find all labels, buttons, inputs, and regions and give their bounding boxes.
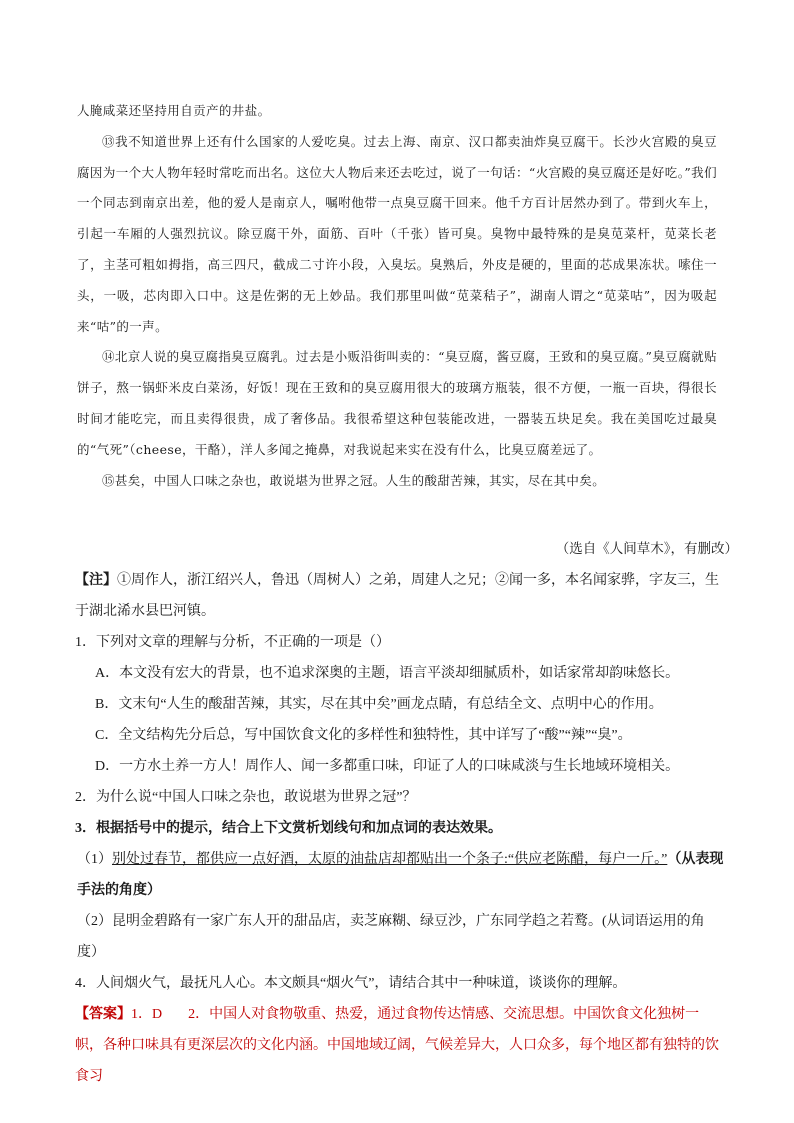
question-1-option-a: A．本文没有宏大的背景，也不追求深奥的主题，语言平淡却细腻质朴，如话家常却韵味悠长。 — [95, 666, 680, 681]
question-3-1-number: （1） — [77, 852, 112, 867]
question-1-stem: 1．下列对文章的理解与分析，不正确的一项是（） — [75, 635, 390, 650]
answer-label: 【答案】 — [75, 1007, 131, 1022]
note-label: 【注】 — [75, 573, 117, 588]
question-3-1 — [75, 844, 725, 906]
answer-1: 1．D — [131, 1007, 163, 1022]
question-3-stem: 3．根据括号中的提示，结合上下文赏析划线句和加点词的表达效果。 — [75, 821, 502, 836]
question-3-1-hint: （从表现手法的角度） — [77, 852, 724, 898]
question-1-option-d: D．一方水土养一方人！周作人、闻一多都重口味，印证了人的口味咸淡与生长地域环境相关。 — [95, 759, 680, 774]
passage-line-top: 人腌咸菜还坚持用自贡产的井盐。 — [77, 103, 271, 118]
paragraph-15: ⑮甚矣，中国人口味之杂也，敢说堪为世界之冠。人生的酸甜苦辣，其实，尽在其中矣。 — [102, 472, 606, 488]
note — [75, 565, 725, 627]
answer-section — [75, 999, 725, 1092]
question-1-option-b: B．文末句“人生的酸甜苦辣，其实，尽在其中矣”画龙点睛，有总结全文、点明中心的作用。 — [95, 697, 663, 712]
note-text: ①周作人，浙江绍兴人，鲁迅（周树人）之弟，周建人之兄；②闻一多，本名闻家骅，字友三，生于湖北浠水县巴河镇。 — [75, 573, 719, 619]
question-3-2: （2）昆明金碧路有一家广东人开的甜品店，卖芝麻糊、绿豆沙，广东同学趋之若鹜。(从词语运用的角度） — [77, 914, 705, 960]
question-1-option-c: C．全文结构先分后总，写中国饮食文化的多样性和独特性，其中详写了“酸”“辣”“臭”。 — [95, 728, 632, 743]
paragraph-14: ⑭北京人说的臭豆腐指臭豆腐乳。过去是小贩沿街叫卖的：“臭豆腐，酱豆腐，王致和的臭豆腐。”臭豆腐就贴饼子，熬一锅虾米皮白菜汤，好饭！现在王致和的臭豆腐用很大的玻璃方瓶装，很不方便，一瓶一百块，得很长时间才能吃完，而且卖得很贵，成了奢侈品。我很希望这种包装能改进，一器装五块足矣。我在美国吃过最臭的“气死”（cheese，干酪），洋人多闻之掩鼻，对我说起来实在没有什么，比臭豆腐差远了。 — [77, 349, 717, 457]
passage-source: （选自《人间草木》，有删改） — [555, 541, 738, 556]
answer-2: 2．中国人对食物敬重、热爱，通过食物传达情感、交流思想。中国饮食文化独树一帜，各种口味具有更深层次的文化内涵。中国地域辽阔，气候差异大，人口众多，每个地区都有独特的饮食习 — [75, 1007, 719, 1084]
paragraph-13: ⑬我不知道世界上还有什么国家的人爱吃臭。过去上海、南京、汉口都卖油炸臭豆腐干。长沙火宫殿的臭豆腐因为一个大人物年轻时常吃而出名。这位大人物后来还去吃过，说了一句话：“火宫殿的臭豆腐还是好吃。”我们一个同志到南京出差，他的爱人是南京人，嘱咐他带一点臭豆腐干回来。他千方百计居然办到了。带到火车上，引起一车厢的人强烈抗议。除豆腐干外，面筋、百叶（千张）皆可臭。臭物中最特殊的是臭苋菜杆，苋菜长老了，主茎可粗如拇指，高三四尺，截成二寸许小段，入臭坛。臭熟后，外皮是硬的，里面的芯成果冻状。嗦住一头，一吸，芯肉即入口中。这是佐粥的无上妙品。我们那里叫做“苋菜秸子”，湖南人谓之“苋菜咕”，因为吸起来“咕”的一声。 — [77, 133, 717, 334]
question-3-1-underlined-quote: 别处过春节，都供应一点好酒，太原的油盐店却都贴出一个条子:“供应老陈醋，每户一斤。” — [112, 852, 668, 867]
question-2: 2．为什么说“中国人口味之杂也，敢说堪为世界之冠”？ — [75, 790, 417, 805]
questions-section — [75, 565, 725, 1092]
question-4: 4．人间烟火气，最抚凡人心。本文颇具“烟火气”，请结合其中一种味道，谈谈你的理解。 — [75, 976, 627, 991]
passage-body — [77, 96, 717, 496]
